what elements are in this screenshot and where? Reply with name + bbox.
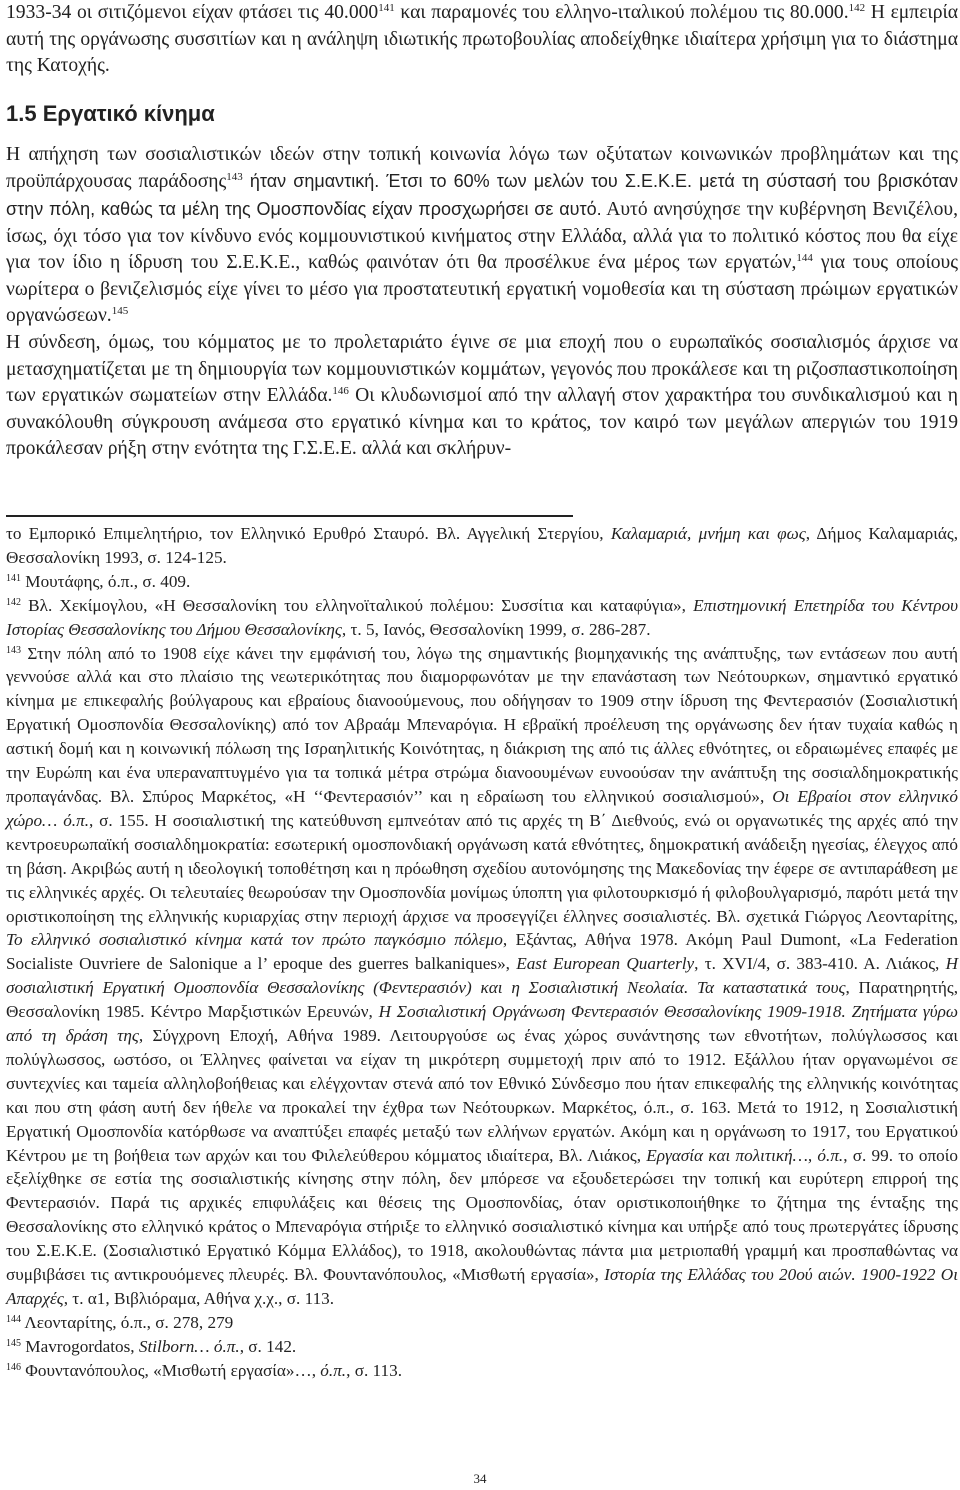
footnote-number: 146 [6,1361,21,1373]
footnote-continued [6,522,958,570]
page-number: 34 [473,1471,487,1486]
footnote-146 [6,1359,958,1383]
footnote-number: 141 [6,572,21,584]
italic-title: Το ελληνικό σοσιαλιστικό κίνημα κατά τον πρώτο παγκόσμιο πόλεμο [6,930,503,950]
text-run: , τ. α1, Βιβλιόραμα, Αθήνα χ.χ., σ. 113. [63,1289,335,1308]
footnote-separator [6,515,573,517]
footnote-ref-146[interactable]: 146 [332,385,349,398]
italic-title: Επιστημονική Επετηρίδα του Κέντρου Ιστορίας Θεσσαλονίκης του Δήμου Θεσσαλονίκης [6,595,959,639]
paragraph-2 [6,330,958,463]
text-run: Η απήχηση των σοσιαλιστικών ιδεών στην τοπική κοινωνία λόγω των οξύτατων κοινωνικών προβλημάτων και της προϋπάρχουσας παράδοσης [6,143,958,193]
text-run: , σ. 142. [239,1336,297,1356]
footnote-ref-144[interactable]: 144 [796,252,813,265]
italic-title: ό.π. [63,810,89,830]
footnote-number: 145 [6,1337,21,1349]
section-heading: 1.5 Εργατικό κίνημα [6,100,215,126]
text-run: για τους οποίους νωρίτερα ο βενιζελισμός είχε γίνει το μέσο για προστατευτική εργατική νομοθεσία και τη σύσταση πρώιμων εργατικών οργανώσεων. [6,252,958,327]
footnote-143 [6,642,958,1311]
text-run: Αυτό ανησύχησε την κυβέρνηση Βενιζέλου, ίσως, όχι τόσο για τον κίνδυνο ενός κομμουνιστικού κινήματος στην Ελλάδα, αλλά για το πολιτικό κόστος που θα είχε για τον ίδιο η ίδρυση του Σ.Ε.Κ.Ε., καθώς φαινόταν ότι θα προσέλκυε ένα μέρος των εργατών, [6,198,958,274]
main-text [6,0,958,463]
text-run: , σ. 155. Η σοσιαλιστική της κατεύθυνση εμπνεόταν από τις αρχές τη Β΄ Διεθνούς, ενώ οι οργανωτικές της αρχές από την κεντροευρωπαϊκή σοσιαλδημοκρατία: εσωτερική ομοσπονδιακή οργάνωση κατά εθνότητες, δημοκρατική ανάδειξη ηγεσίας, έλεγχος από τη βάση. Ακριβώς αυτή η ιδεολογική τοποθέτηση και η πρόωθηση σχεδίου αυτονόμησης της Μακεδονίας την έφερε σε αντιπαράθεση με τις ελληνικές αρχές. Οι τελευταίες θεωρούσαν την Ομοσπονδία μονίμως ύποπτη για φιλοτουρκισμό ή φιλοβουλγαρισμό, παρότι μετά την οριστικοποίηση της ελληνικής κυριαρχίας στην περιοχή άρχισε να προσεγγίζει έλληνες σοσιαλιστές. Βλ. σχετικά Γιώργος Λεονταρίτης, [6,810,959,926]
text-run: 1933-34 οι σιτιζόμενοι είχαν φτάσει τις 40.000 [6,2,379,23]
text-run: , σ. 113. [346,1360,403,1380]
italic-title: Η Σοσιαλιστική Οργάνωση Φεντερασιόν Θεσσαλονίκης 1909-1918. Ζητήματα γύρω από τη δράση της [6,1002,958,1046]
italic-title: Οι Εβραίοι στον ελληνικό χώρο… [6,786,958,830]
text-run: ήταν σημαντική. Έτσι το 60% των μελών του Σ.Ε.Κ.Ε. μετά τη σύστασή του βρισκόταν στην πόλη, καθώς τα μέλη της Ομοσπονδίας είχαν προσχωρήσει σε αυτό. [6,171,958,219]
footnotes [6,522,958,1383]
footnote-141 [6,570,958,594]
footnote-144 [6,1311,958,1335]
text-run: Φουντανόπουλος, «Μισθωτή εργασία»…, [21,1360,321,1380]
text-run: , Παρατηρητής, Θεσσαλονίκη 1985. Κέντρο Μαρξιστικών Ερευνών, [6,978,958,1022]
paragraph-1 [6,142,958,330]
text-run: , Δήμος Καλαμαριάς, Θεσσαλονίκη 1993, σ. 124-125. [6,524,958,567]
text-run: , σ. 99. το οποίο εξελίχθηκε σε εστία της σοσιαλιστικής κίνησης στην πόλη, δεν μπόρεσε να εξουδετερώσει την τοπική και ευρύτερη επιρροή της Φεντερασιόν. Παρά τις αρχικές επιφυλάξεις και θέσεις της Ομοσπονδίας, όταν οριστικοποιήθηκε το ζήτημα της ένταξης της Θεσσαλονίκης στο ελληνικό κράτος ο Μπεναρόγια στήριξε το ελληνικό σοσιαλιστικό κίνημα και υπήρξε από τους πρωτεργάτες ίδρυσης του Σ.Ε.Κ.Ε. (Σοσιαλιστικό Εργατικό Κόμμα Ελλάδος), το 1918, ακολουθώντας πάντα μια μετριοπαθή γραμμή και προσπαθώντας να συμβιβάσει τις αντικρουόμενες πλευρές. Βλ. Φουντανόπουλος, «Μισθωτή εργασία», [6,1145,958,1285]
footnote-ref-142[interactable]: 142 [848,2,866,14]
text-run: Η εμπειρία αυτή της οργάνωσης συσσιτίων και η ανάληψη ιδιωτικής πρωτοβουλίας αποδείχθηκε ιδιαίτερα χρήσιμη για το διάστημα της Κατοχής. [6,2,959,77]
text-run: , τ. XVI/4, σ. 383-410. Α. Λιάκος, [694,954,946,974]
italic-title: Καλαμαριά, μνήμη και φως [610,524,806,543]
text-run: , Σύγχρονη Εποχή, Αθήνα 1989. Λειτουργούσε ως ένας χώρος συνάντησης των εθνοτήτων, πολύγλωσσος και πολύγλωσσος, ωστόσο, οι Έλληνες φαίνεται να είχαν τη μικρότερη συμμετοχή πριν από το 1912. Εξάλλου ήταν οργανωμένοι σε συντεχνίες και ταμεία αλληλοβοήθειας και ελέγχονταν στενά από τον Εθνικό Σύνδεσμο που ήταν επικεφαλής της ελληνικής κοινότητας και που στη φάση αυτή δεν ήθελε να προκαλεί την έχθρα των Νεότουρκων. Μαρκέτος, ό.π., σ. 163. Μετά το 1912, η Σοσιαλιστική Εργατική Ομοσπονδία κατόρθωσε να αναπτύξει επαφές μεταξύ των ελλήνων εργατών. Ακόμη και η οργάνωση το 1917, του Εργατικού Κέντρου με τη βοήθεια των αρχών και του Φιλελεύθερου κόμματος ιδιαίτερα, Βλ. Λιάκος, [6,1026,958,1165]
text-run: , τ. 5, Ιανός, Θεσσαλονίκη 1999, σ. 286-287. [341,619,651,639]
footnote-number: 143 [6,644,21,656]
italic-title: Εργασία και πολιτική…, ό.π. [646,1145,844,1165]
text-run: Μουτάφης, ό.π., σ. 409. [21,571,191,591]
text-run: , Εξάντας, Αθήνα 1978. Ακόμη Paul Dumont, «La Federation Socialiste Ouvriere de Salonique a l’ epoque des guerres balkaniques», [6,930,958,974]
footnote-ref-143[interactable]: 143 [226,171,243,184]
text-run: Mavrogordatos, [21,1336,139,1356]
footnote-ref-145[interactable]: 145 [111,305,129,318]
text-run: Η σύνδεση, όμως, του κόμματος με το προλεταριάτο έγινε σε μια εποχή που ο ευρωπαϊκός σοσιαλισμός άρχισε να μετασχηματίζεται με τη δημιουργία των κομμουνιστικών κομμάτων, γεγονός που προκάλεσε και τη ριζοσπαστικοποίηση των εργατικών σωματείων στην Ελλάδα. [6,331,958,407]
footnote-145 [6,1335,958,1359]
footnote-142 [6,594,958,642]
text-run: Στην πόλη από το 1908 είχε κάνει την εμφάνισή του, λόγω της σημαντικής βιομηχανικής της ανάπτυξης, των εντάσεων που αυτή γεννούσε αλλά και στο πλαίσιο της νεωτερικότητας που διαμορφωνόταν με την επανάσταση των Νεότουρκων, σημαντικό εργατικό κίνημα με επικεφαλής βούλγαρους και εβραίους διανοούμενους, που οδήγησαν το 1909 στην ίδρυση της Φεντερασιόν (Σοσιαλιστική Εργατική Ομοσπονδία Θεσσαλονίκης) από τον Αβραάμ Μπεναρόγια. Η εβραϊκή προέλευση της οργάνωσης δεν ήταν τυχαία καθώς η αστική δομή και η κοινωνική πόλωση της Ισραηλιτικής Κοινότητας, η διάκριση της από τις άλλες εθνότητες, οι εδραιωμένες επαφές με την Ευρώπη και ένα υπεραναπτυγμένο για τα τοπικά μέτρα στρώμα διανοουμένων ευνοούσαν την ανάπτυξη της σοσιαλδημοκρατικής προπαγάνδας. Βλ. Σπύρος Μαρκέτος, «Η ‘‘Φεντερασιόν’’ και η εδραίωση του ελληνικού σοσιαλισμού», [6,643,958,806]
italic-title: East European Quarterly [516,954,695,974]
footnote-ref-141[interactable]: 141 [378,2,395,14]
italic-title: Stilborn… ό.π. [138,1336,240,1356]
footnote-number: 144 [6,1313,21,1325]
text-run: Λεονταρίτης, ό.π., σ. 278, 279 [21,1312,234,1332]
text-run: το Εμπορικό Επιμελητήριο, τον Ελληνικό Ερυθρό Σταυρό. Βλ. Αγγελική Στεργίου, [6,524,611,543]
text-run: Βλ. Χεκίμογλου, «Η Θεσσαλονίκη του ελληνοϊταλικού πολέμου: Συσσίτια και καταφύγια», [21,595,694,615]
text-run: και παραμονές του ελληνο-ιταλικού πολέμου τις 80.000. [394,2,849,23]
italic-title: Η σοσιαλιστική Εργατική Ομοσπονδία Θεσσαλονίκης (Φεντερασιόν) και η Σοσιαλιστική Νεολαία. Τα καταστατικά τους [6,954,958,998]
italic-title: Ιστορία της Ελλάδας του 20ού αιών. 1900-1922 Οι Απαρχές [6,1265,958,1308]
paragraph-intro [6,0,958,80]
italic-title: ό.π. [320,1360,347,1380]
text-run: Οι κλυδωνισμοί από την αλλαγή στον χαρακτήρα του συνδικαλισμού και η συνακόλουθη σύγκρουση ανάμεσα στο εργατικό κίνημα και το κράτος, τον καιρό των μεγάλων απεργιών του 1919 προκάλεσαν ρήξη στην ενότητα της Γ.Σ.Ε.Ε. αλλά και σκλήρυν- [6,385,958,460]
footnote-number: 142 [6,596,21,608]
